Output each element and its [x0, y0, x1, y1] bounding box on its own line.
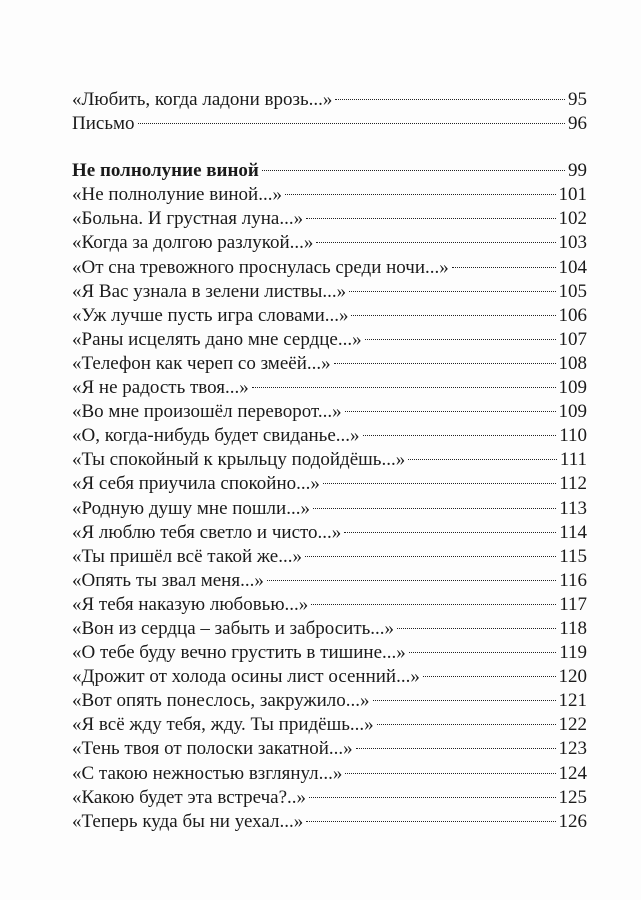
- dot-leader: [423, 676, 556, 677]
- entry-page-number: 122: [558, 714, 587, 736]
- entry-page-number: 124: [558, 762, 587, 784]
- entry-page-number: 112: [559, 473, 587, 495]
- toc-entry: [72, 183, 587, 207]
- entry-page-number: 104: [558, 256, 587, 278]
- toc-entry: [72, 521, 587, 545]
- dot-leader: [408, 459, 557, 460]
- entry-title: «Любить, когда ладони врозь...»: [72, 89, 333, 110]
- entry-page-number: 114: [559, 521, 587, 543]
- entry-page-number: 116: [559, 569, 587, 591]
- toc-entry: [72, 786, 587, 810]
- entry-page-number: 118: [559, 617, 587, 639]
- toc-entry: [72, 617, 587, 641]
- entry-title: «Вон из сердца – забыть и забросить...»: [72, 617, 395, 639]
- dot-leader: [306, 821, 555, 822]
- entry-title: «Я тебя наказую любовью...»: [72, 593, 309, 615]
- entry-title: «Родную душу мне пошли...»: [72, 497, 310, 519]
- entry-page-number: 126: [558, 810, 587, 832]
- section-page-number: 99: [568, 160, 587, 182]
- entry-title: «Я люблю тебя светло и чисто...»: [72, 521, 342, 543]
- toc-entry: [72, 207, 587, 231]
- toc-entry: [72, 400, 587, 424]
- section-title: Не полнолуние виной: [72, 160, 259, 182]
- entry-page-number: 101: [558, 184, 587, 206]
- entry-page-number: 103: [558, 232, 587, 254]
- dot-leader: [452, 267, 556, 268]
- toc-entry: [72, 737, 587, 761]
- dot-leader: [409, 652, 556, 653]
- entry-page-number: 111: [559, 449, 587, 471]
- entry-title: «Больна. И грустная луна...»: [72, 208, 304, 230]
- toc-entry: [72, 352, 587, 376]
- entry-title: «Я Вас узнала в зелени листвы...»: [72, 280, 347, 302]
- entry-title: «Уж лучше пусть игра словами...»: [72, 304, 349, 326]
- entry-title: «О тебе буду вечно грустить в тишине...»: [72, 642, 406, 664]
- dot-leader: [305, 556, 556, 557]
- dot-leader: [267, 580, 556, 581]
- toc-entry: [72, 665, 587, 689]
- toc-entry: [72, 304, 587, 328]
- dot-leader: [262, 170, 565, 171]
- toc-entry: [72, 448, 587, 472]
- section-spacer: [72, 136, 587, 159]
- toc-section-heading: [72, 159, 587, 183]
- toc-entry: [72, 424, 587, 448]
- toc-entry: [72, 112, 587, 136]
- dot-leader: [311, 604, 556, 605]
- entry-title: «Опять ты звал меня...»: [72, 569, 264, 591]
- entry-title: «Дрожит от холода осины лист осенний...»: [72, 666, 420, 688]
- toc-entry: [72, 641, 587, 665]
- entry-page-number: 113: [559, 497, 587, 519]
- dot-leader: [316, 242, 555, 243]
- entry-title: «О, когда-нибудь будет свиданье...»: [72, 425, 360, 447]
- table-of-contents: [72, 88, 587, 834]
- entry-title: Письмо: [72, 113, 135, 135]
- dot-leader: [365, 339, 556, 340]
- entry-title: «Вот опять понеслось, закружило...»: [72, 690, 370, 712]
- entry-page-number: 109: [558, 377, 587, 399]
- toc-entry: [72, 376, 587, 400]
- entry-title: «С такою нежностью взглянул...»: [72, 762, 343, 784]
- entry-title: «Ты пришёл всё такой же...»: [72, 545, 302, 567]
- dot-leader: [138, 123, 565, 124]
- dot-leader: [306, 218, 555, 219]
- entry-page-number: 108: [558, 352, 587, 374]
- entry-title: «Я не радость твоя...»: [72, 377, 249, 399]
- entry-title: «Теперь куда бы ни уехал...»: [72, 810, 304, 832]
- toc-entry: [72, 88, 587, 112]
- toc-entry: [72, 545, 587, 569]
- dot-leader: [313, 508, 556, 509]
- dot-leader: [349, 291, 555, 292]
- entry-page-number: 107: [558, 328, 587, 350]
- toc-entry: [72, 593, 587, 617]
- entry-page-number: 109: [558, 401, 587, 423]
- dot-leader: [334, 363, 556, 364]
- entry-title: «Ты спокойный к крыльцу подойдёшь...»: [72, 449, 406, 471]
- entry-title: «Я всё жду тебя, жду. Ты придёшь...»: [72, 714, 374, 736]
- dot-leader: [377, 724, 556, 725]
- toc-entry: [72, 569, 587, 593]
- dot-leader: [323, 483, 556, 484]
- entry-page-number: 95: [568, 89, 587, 110]
- entry-title: «Раны исцелять дано мне сердце...»: [72, 328, 362, 350]
- entry-title: «Во мне произошёл переворот...»: [72, 401, 342, 423]
- dot-leader: [285, 194, 556, 195]
- entry-page-number: 105: [558, 280, 587, 302]
- entry-page-number: 117: [559, 593, 587, 615]
- entry-page-number: 115: [559, 545, 587, 567]
- dot-leader: [351, 315, 555, 316]
- toc-entry: [72, 231, 587, 255]
- entry-title: «Я себя приучила спокойно...»: [72, 473, 320, 495]
- toc-entry: [72, 689, 587, 713]
- dot-leader: [345, 773, 555, 774]
- entry-title: «Какою будет эта встреча?..»: [72, 786, 307, 808]
- entry-page-number: 106: [558, 304, 587, 326]
- entry-page-number: 96: [568, 113, 587, 135]
- entry-page-number: 102: [558, 208, 587, 230]
- entry-title: «От сна тревожного проснулась среди ночи...»: [72, 256, 449, 278]
- entry-page-number: 125: [558, 786, 587, 808]
- dot-leader: [363, 435, 557, 436]
- toc-entry: [72, 328, 587, 352]
- dot-leader: [345, 411, 556, 412]
- dot-leader: [356, 748, 556, 749]
- toc-entry: [72, 713, 587, 737]
- toc-entry: [72, 810, 587, 834]
- toc-entries: [72, 183, 587, 834]
- dot-leader: [252, 387, 556, 388]
- entry-page-number: 121: [558, 690, 587, 712]
- toc-entry: [72, 280, 587, 304]
- dot-leader: [344, 532, 556, 533]
- entry-page-number: 123: [558, 738, 587, 760]
- dot-leader: [397, 628, 556, 629]
- toc-entry: [72, 762, 587, 786]
- toc-entry: [72, 472, 587, 496]
- dot-leader: [309, 797, 555, 798]
- entry-title: «Тень твоя от полоски закатной...»: [72, 738, 353, 760]
- entry-page-number: 120: [558, 666, 587, 688]
- entry-title: «Не полнолуние виной...»: [72, 184, 282, 206]
- toc-entry: [72, 256, 587, 280]
- entry-title: «Когда за долгою разлукой...»: [72, 232, 314, 254]
- entry-page-number: 119: [559, 642, 587, 664]
- toc-group-top: [72, 88, 587, 136]
- entry-page-number: 110: [559, 425, 587, 447]
- dot-leader: [335, 99, 565, 100]
- entry-title: «Телефон как череп со змеёй...»: [72, 352, 331, 374]
- dot-leader: [373, 700, 556, 701]
- toc-entry: [72, 497, 587, 521]
